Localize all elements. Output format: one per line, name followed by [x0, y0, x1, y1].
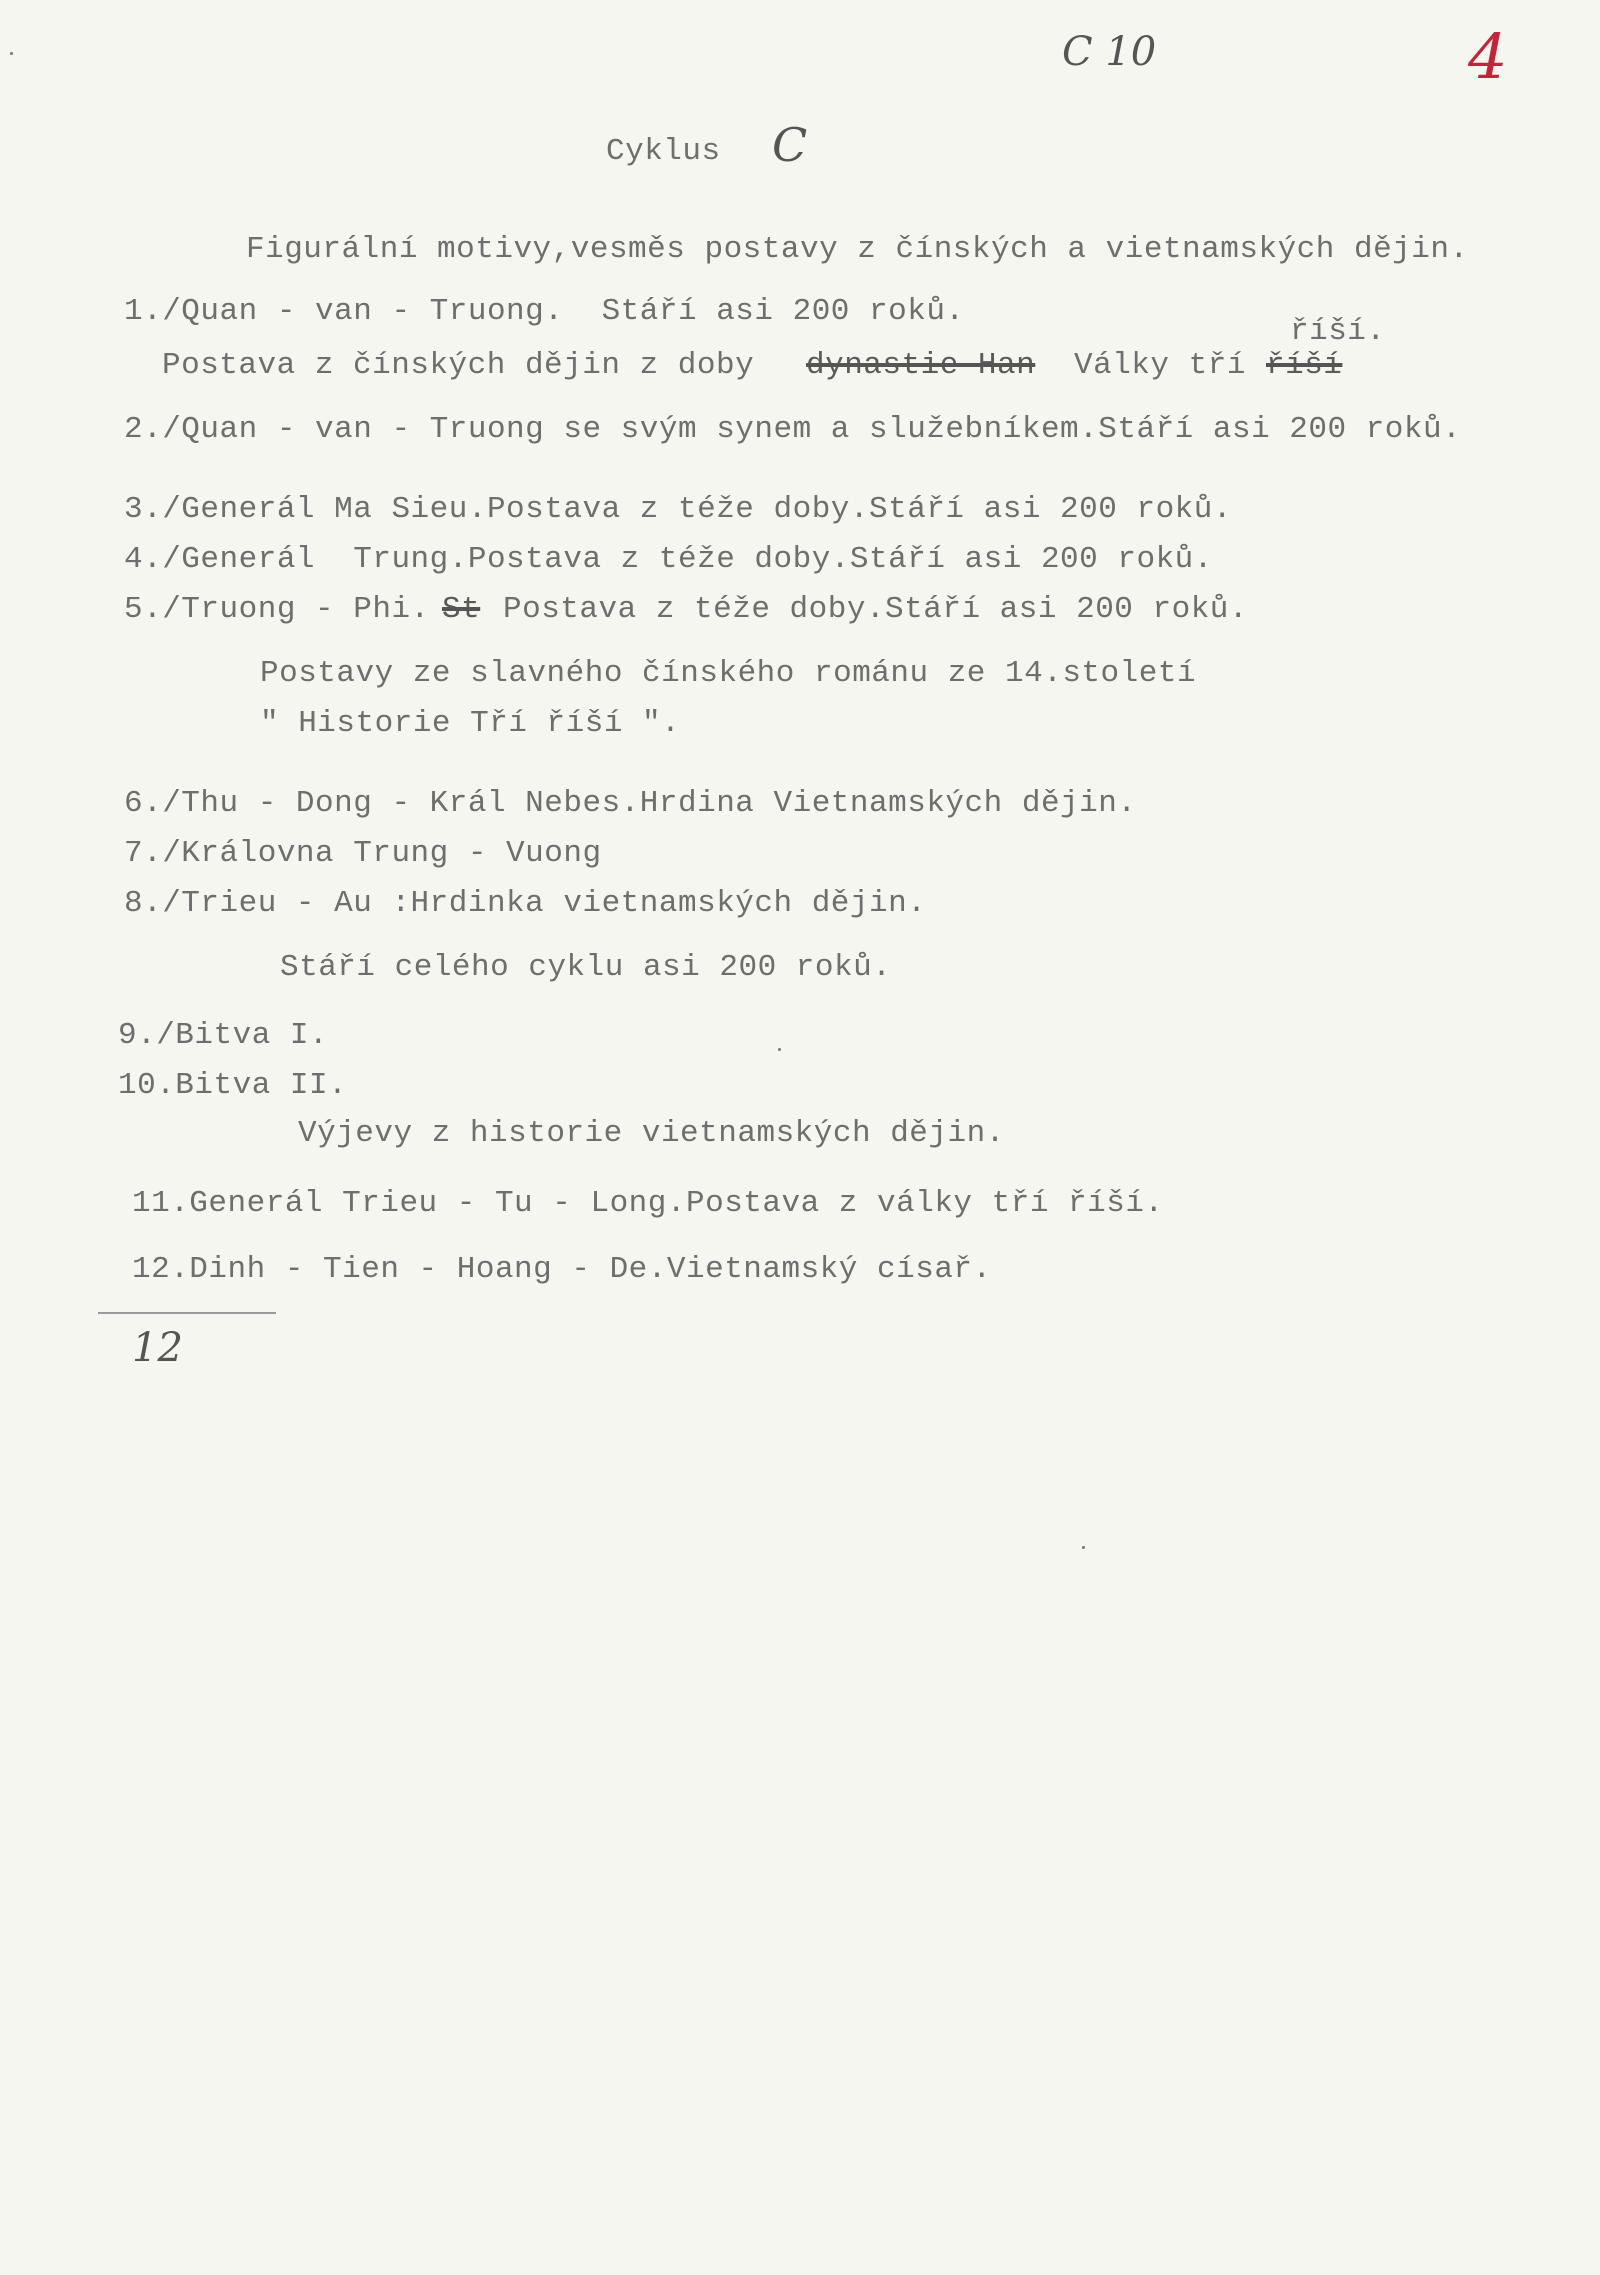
note-cycle-age: Stáří celého cyklu asi 200 roků. [280, 950, 892, 985]
list-item-7: 7./Královna Trung - Vuong [124, 836, 602, 871]
item-count: 12 [132, 1325, 183, 1371]
cycle-letter: C [772, 118, 808, 172]
list-item-1-continuation: Postava z čínských dějin z doby [162, 348, 755, 383]
list-item-10: 10.Bitva II. [118, 1068, 348, 1103]
separator-rule [98, 1312, 276, 1314]
insert-rise: říší. [1290, 314, 1386, 349]
list-item-9: 9./Bitva I. [118, 1018, 329, 1053]
paper-speck [778, 1048, 781, 1051]
list-item-11: 11.Generál Trieu - Tu - Long.Postava z války tří říší. [132, 1186, 1164, 1221]
intro-line: Figurální motivy,vesměs postavy z čínských a vietnamských dějin. [246, 232, 1469, 267]
list-item-8: 8./Trieu - Au :Hrdinka vietnamských dějin. [124, 886, 927, 921]
paper-speck [1082, 1546, 1085, 1549]
list-item-6: 6./Thu - Dong - Král Nebes.Hrdina Vietnamských dějin. [124, 786, 1137, 821]
archive-mark: C 10 [1062, 29, 1157, 75]
list-item-12: 12.Dinh - Tien - Hoang - De.Vietnamský císař. [132, 1252, 992, 1287]
list-item-1-war: Války tří [1074, 348, 1246, 383]
cycle-heading-label: Cyklus [606, 134, 721, 169]
list-item-4: 4./Generál Trung.Postava z téže doby.Stáří asi 200 roků. [124, 542, 1213, 577]
note-novel-line2: " Historie Tří říší ". [260, 706, 681, 741]
list-item-1: 1./Quan - van - Truong. Stáří asi 200 roků. [124, 294, 965, 329]
struck-rise: říší [1266, 348, 1343, 383]
list-item-3: 3./Generál Ma Sieu.Postava z téže doby.Stáří asi 200 roků. [124, 492, 1232, 527]
page-number: 4 [1468, 20, 1508, 93]
list-item-2: 2./Quan - van - Truong se svým synem a služebníkem.Stáří asi 200 roků. [124, 412, 1462, 447]
struck-st: St [442, 592, 481, 627]
list-item-5-continuation: Postava z téže doby.Stáří asi 200 roků. [503, 592, 1249, 627]
note-scenes: Výjevy z historie vietnamských dějin. [298, 1116, 1005, 1151]
paper-speck [10, 52, 13, 55]
note-novel-line1: Postavy ze slavného čínského románu ze 14.století [260, 656, 1197, 691]
list-item-5: 5./Truong - Phi. [124, 592, 430, 627]
struck-dynasty: dynastie Han [806, 348, 1036, 383]
